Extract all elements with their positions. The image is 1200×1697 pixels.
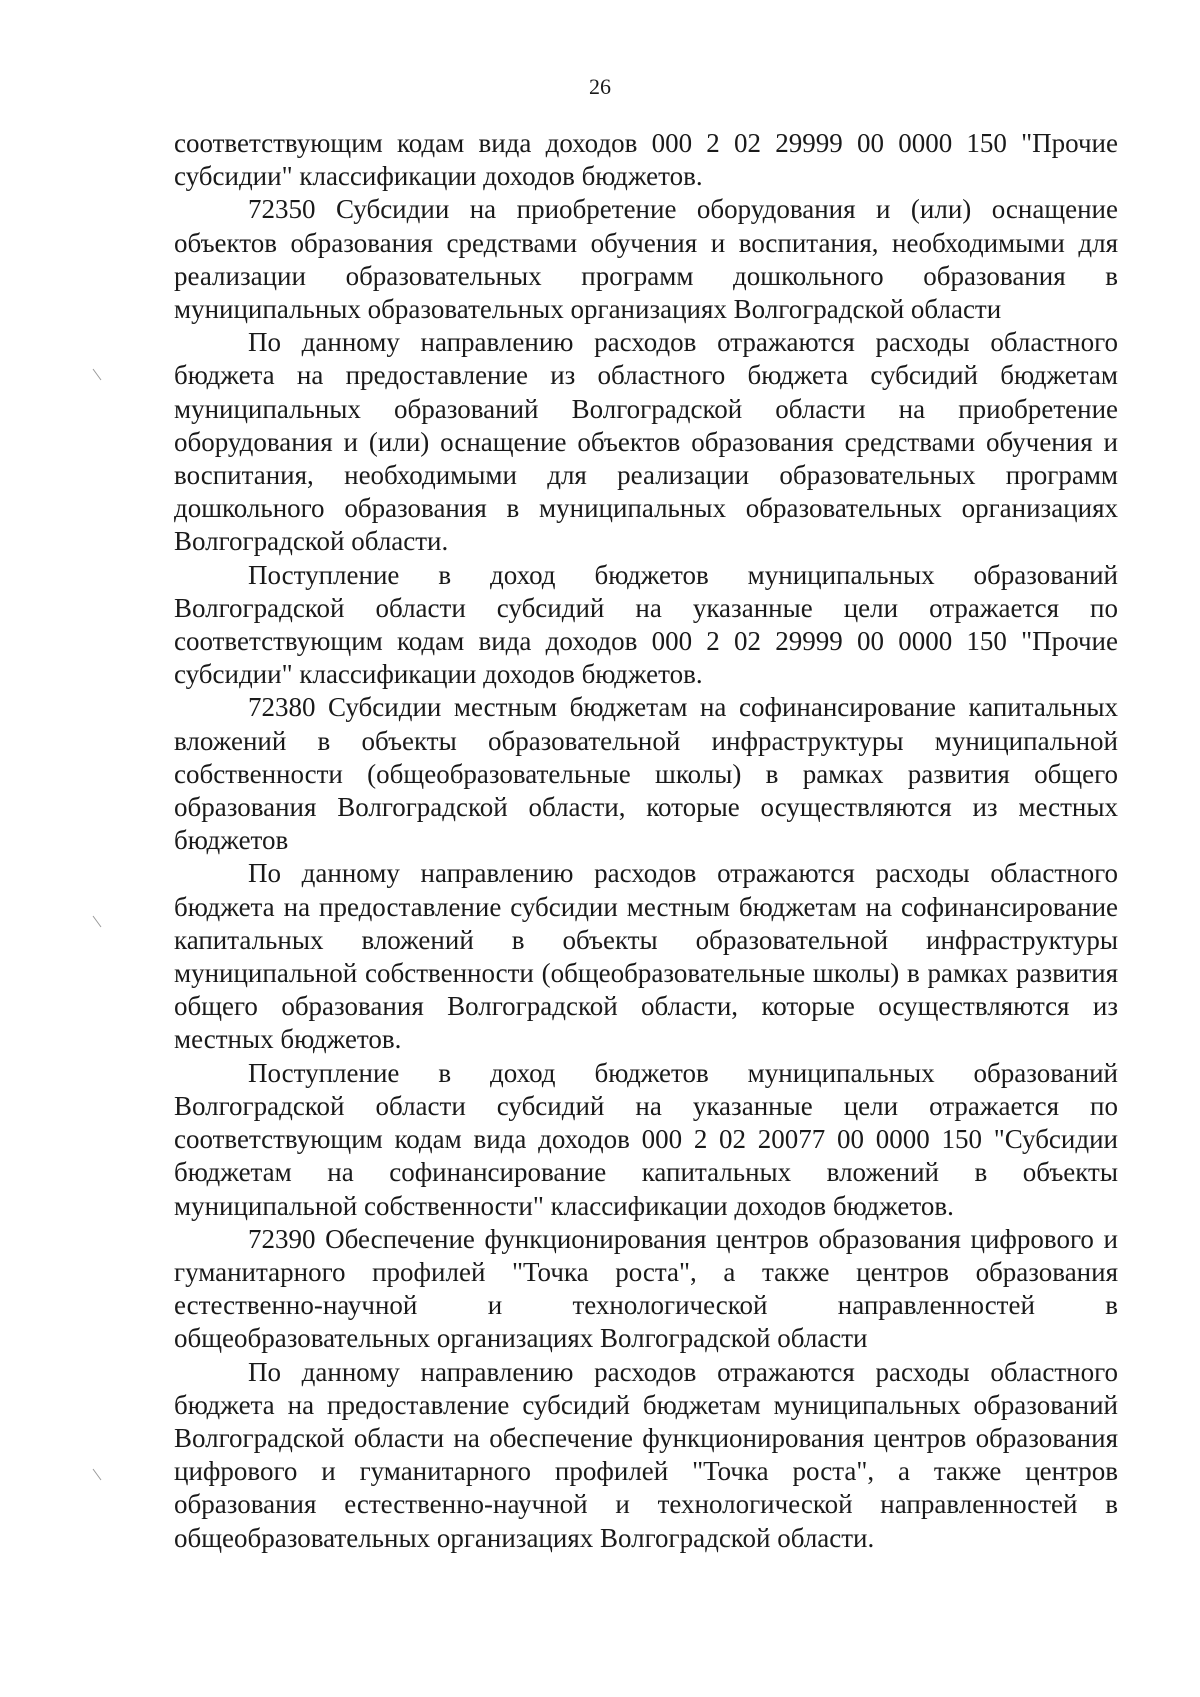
paragraph: По данному направлению расходов отражаются расходы областного бюджета на предоставление субсидии местным бюджетам на софинансирование капитальных вложений в объекты образовательной инфраструктуры муниципальной собственности (общеобразовательные школы) в рамках развития общего образования Волгоградской области, которые осуществляются из местных бюджетов. xyxy=(174,858,1118,1055)
paragraph: По данному направлению расходов отражаются расходы областного бюджета на предоставление субсидий бюджетам муниципальных образований Волгоградской области на обеспечение функционирования центров образования цифрового и гуманитарного профилей "Точка роста", а также центров образования естественно-научной и технологической направленностей в общеобразовательных организациях Волгоградской области. xyxy=(174,1356,1118,1553)
scan-mark xyxy=(92,915,102,929)
paragraph: соответствующим кодам вида доходов 000 2 02 29999 00 0000 150 "Прочие субсидии" классификации доходов бюджетов. xyxy=(174,128,1118,192)
paragraph: Поступление в доход бюджетов муниципальных образований Волгоградской области субсидий на указанные цели отражается по соответствующим кодам вида доходов 000 2 02 20077 00 0000 150 "Субсидии бюджетам на софинансирование капитальных вложений в объекты муниципальной собственности" классификации доходов бюджетов. xyxy=(174,1057,1118,1221)
scan-mark xyxy=(92,368,102,382)
section-heading-72390: 72390 Обеспечение функционирования центров образования цифрового и гуманитарного профилей "Точка роста", а также центров образования естественно-научной и технологической направленностей в общеобразовательных организациях Волгоградской области xyxy=(174,1223,1118,1354)
paragraph: По данному направлению расходов отражаются расходы областного бюджета на предоставление из областного бюджета субсидий бюджетам муниципальных образований Волгоградской области на приобретение оборудования и (или) оснащение объектов образования средствами обучения и воспитания, необходимыми для реализации образовательных программ дошкольного образования в муниципальных образовательных организациях Волгоградской области. xyxy=(174,327,1118,557)
paragraph: Поступление в доход бюджетов муниципальных образований Волгоградской области субсидий на указанные цели отражается по соответствующим кодам вида доходов 000 2 02 29999 00 0000 150 "Прочие субсидии" классификации доходов бюджетов. xyxy=(174,559,1118,690)
page-number: 26 xyxy=(589,74,611,99)
scan-mark xyxy=(92,1468,102,1482)
document-body xyxy=(174,127,1118,1555)
section-heading-72350: 72350 Субсидии на приобретение оборудования и (или) оснащение объектов образования средствами обучения и воспитания, необходимыми для реализации образовательных программ дошкольного образования в муниципальных образовательных организациях Волгоградской области xyxy=(174,194,1118,325)
section-heading-72380: 72380 Субсидии местным бюджетам на софинансирование капитальных вложений в объекты образовательной инфраструктуры муниципальной собственности (общеобразовательные школы) в рамках развития общего образования Волгоградской области, которые осуществляются из местных бюджетов xyxy=(174,692,1118,856)
